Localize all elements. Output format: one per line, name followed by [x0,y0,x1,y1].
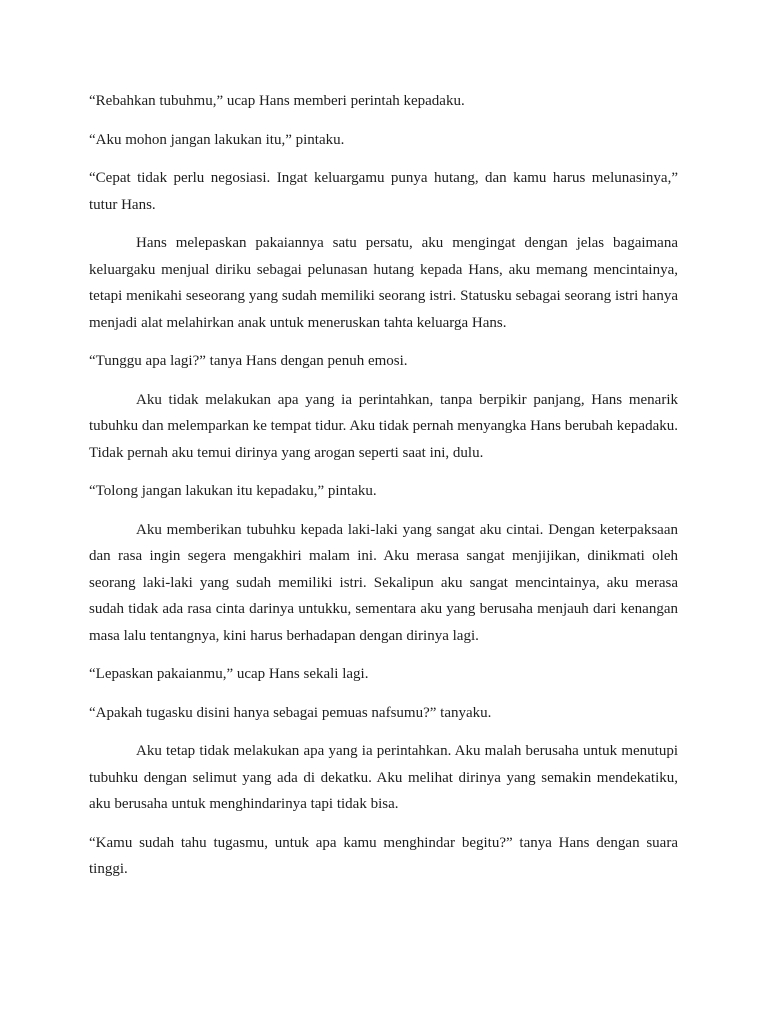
paragraph: “Lepaskan pakaianmu,” ucap Hans sekali lagi. [89,666,369,682]
paragraph: “Tunggu apa lagi?” tanya Hans dengan penuh emosi. [89,353,408,369]
document-page [89,88,678,895]
paragraph: “Tolong jangan lakukan itu kepadaku,” pintaku. [89,483,377,499]
paragraph: “Cepat tidak perlu negosiasi. Ingat keluargamu punya hutang, dan kamu harus melunasinya,” tutur Hans. [89,170,678,213]
paragraph: “Kamu sudah tahu tugasmu, untuk apa kamu menghindar begitu?” tanya Hans dengan suara tinggi. [89,834,678,877]
paragraph: “Aku mohon jangan lakukan itu,” pintaku. [89,131,345,148]
paragraph: Hans melepaskan pakaiannya satu persatu, aku mengingat dengan jelas bagaimana keluargaku menjual diriku sebagai pelunasan hutang kepada Hans, aku memang mencintainya, tetapi menikahi seseorang yang sudah memiliki seorang istri. Statusku sebagai seorang istri hanya menjadi alat melahirkan anak untuk meneruskan tahta keluarga Hans. [89,235,678,331]
paragraph: Aku tidak melakukan apa yang ia perintahkan, tanpa berpikir panjang, Hans menarik tubuhku dan melemparkan ke tempat tidur. Aku tidak pernah menyangka Hans berubah kepadaku. Tidak pernah aku temui dirinya yang arogan seperti saat ini, dulu. [89,391,678,461]
paragraph: Aku memberikan tubuhku kepada laki-laki yang sangat aku cintai. Dengan keterpaksaan dan rasa ingin segera mengakhiri malam ini. Aku merasa sangat menjijikan, dinikmati oleh seorang laki-laki yang sudah memiliki istri. Sekalipun aku sangat mencintainya, aku merasa sudah tidak ada rasa cinta darinya untukku, sementara aku yang berusaha menjauh dari kenangan masa lalu tentangnya, kini harus berhadapan dengan dirinya lagi. [89,521,678,644]
paragraph: Aku tetap tidak melakukan apa yang ia perintahkan. Aku malah berusaha untuk menutupi tubuhku dengan selimut yang ada di dekatku. Aku melihat dirinya yang semakin mendekatiku, aku berusaha untuk menghindarinya tapi tidak bisa. [89,743,678,812]
paragraph: “Apakah tugasku disini hanya sebagai pemuas nafsumu?” tanyaku. [89,704,492,721]
paragraph: “Rebahkan tubuhmu,” ucap Hans memberi perintah kepadaku. [89,93,465,109]
